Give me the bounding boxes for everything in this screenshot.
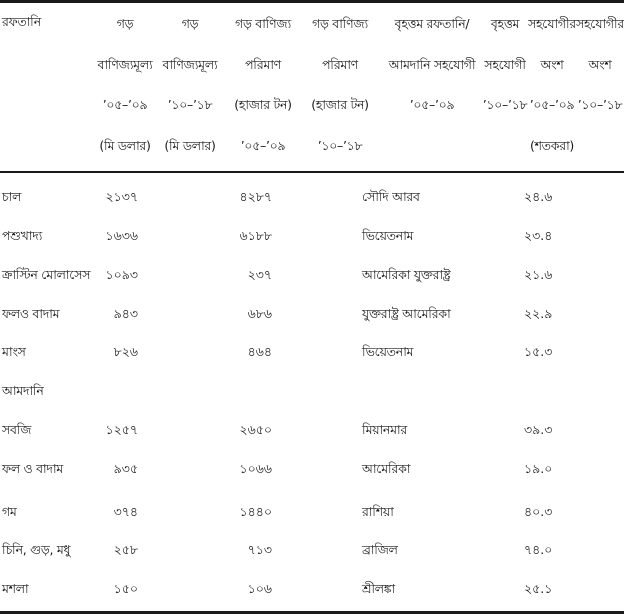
header-line: সহযোগীর [576,16,624,31]
table-row [0,304,624,324]
value-05-09: ১২৫৭ [105,422,138,437]
value-05-09: ১৫০ [113,581,138,596]
header-line: (মি ডলার) [99,137,151,153]
item-name: পশুখাদ্য [2,228,43,243]
header-line: ’০৫–’০৯ [240,137,286,153]
header-line: গড় [181,16,199,31]
value-05-09: ৯৩৫ [113,461,138,476]
partner-05-09: ব্রাজিল [362,542,398,557]
item-name: মাংস [2,344,26,359]
header-line: বাণিজ্যমূল্য [162,56,218,72]
table-row [0,502,624,522]
header-line: ’১০–’১৮ [482,97,528,112]
header-line: ’০৫–’০৯ [529,97,575,112]
header-avg-value-10-18 [160,12,220,174]
header-avg-value-05-09 [95,12,155,174]
header-share-05-09 [528,12,576,174]
item-name: সবজি [2,422,32,437]
header-line: (মি ডলার) [164,137,216,153]
header-avg-qty-10-18 [300,12,380,174]
value-05-09: ২১৩৭ [105,189,138,204]
header-line: অংশ [588,56,612,72]
share-05-09: ২৪.৬ [524,189,553,204]
value-05-09: ১৬৩৬ [105,228,138,243]
share-05-09: ২৫.১ [524,581,553,596]
header-line: বৃহত্তম [490,16,520,31]
share-05-09: ৭৪.০ [524,542,553,557]
header-partner-10-18 [478,12,532,134]
table-row [0,342,624,362]
partner-05-09: রাশিয়া [362,504,394,519]
header-partner-05-09 [384,12,480,134]
table-top-rule [0,0,624,3]
partner-05-09: আমেরিকা [362,461,411,476]
header-line: গড় বাণিজ্য [312,16,368,31]
header-line: পরিমাণ [245,56,281,72]
header-line: ’১০–’১৮ [167,97,213,112]
share-05-09: ১৫.৩ [524,344,553,359]
partner-05-09: ভিয়েতনাম [362,228,414,243]
header-line: ’১০–’১৮ [577,97,623,112]
qty-05-09: ১৪৪০ [239,504,272,519]
partner-05-09: আমেরিকা যুক্তরাষ্ট্র [362,267,451,282]
header-line: বাণিজ্যমূল্য [97,56,153,72]
share-05-09: ২৩.৪ [524,228,553,243]
item-name: মশলা [2,581,29,596]
partner-05-09: সৌদি আরব [362,189,420,204]
header-line: ’১০–’১৮ [317,137,363,153]
partner-05-09: যুক্তরাষ্ট্র আমেরিকা [362,306,451,321]
table-row [0,226,624,246]
header-separator-rule [0,171,624,173]
item-name: চিনি, গুড়, মধু [2,542,71,557]
item-name: গম [2,504,17,519]
table-row [0,540,624,560]
header-line: অংশ [540,56,564,72]
partner-05-09: শ্রীলঙ্কা [362,581,395,596]
header-export: রফতানি [2,14,41,29]
qty-05-09: ২৩৭ [247,267,272,282]
share-05-09: ২২.৯ [524,306,553,321]
header-line: বৃহত্তম রফতানি/ [394,16,470,31]
item-name: ক্রাস্টিন মোলাসেস [2,267,91,282]
header-line: গড় বাণিজ্য [235,16,291,31]
value-05-09: ২৫৮ [113,542,138,557]
value-05-09: ৮২৬ [113,344,138,359]
header-avg-qty-05-09 [225,12,301,174]
qty-05-09: ২৬৫০ [239,422,272,437]
qty-05-09: ৪৬৪ [247,344,272,359]
share-05-09: ৩৯.৩ [524,422,553,437]
table-row [0,420,624,440]
table-row [0,187,624,207]
value-05-09: ৯৪৩ [113,306,138,321]
item-name: চাল [2,189,22,204]
item-name: ফল ও বাদাম [2,461,63,476]
table-bottom-rule [0,611,624,614]
value-05-09: ১০৯৩ [105,267,138,282]
qty-05-09: ৬৮৬ [247,306,272,321]
import-section-label: আমদানি [2,383,44,398]
qty-05-09: ১০৬৬ [239,461,272,476]
share-05-09: ১৯.০ [524,461,553,476]
header-line: আমদানি সহযোগী [388,56,476,72]
qty-05-09: ৬১৮৮ [239,228,272,243]
import-section-row [0,381,624,401]
share-05-09: ৪০.৩ [524,504,553,519]
header-share-10-18 [576,12,624,134]
header-line: গড় [116,16,134,31]
table-row [0,579,624,599]
share-05-09: ২১.৬ [524,267,553,282]
qty-05-09: ৪২৮৭ [239,189,272,204]
header-line: (হাজার টন) [234,97,292,112]
header-line: ’০৫–’০৯ [409,97,455,112]
header-line: (শতকরা) [530,137,574,153]
item-name: ফলও বাদাম [2,306,60,321]
partner-05-09: মিয়ানমার [362,422,407,437]
qty-05-09: ৭১৩ [247,542,272,557]
partner-05-09: ভিয়েতনাম [362,344,414,359]
table-row [0,459,624,479]
header-line: ’০৫–’০৯ [102,97,148,112]
table-row [0,265,624,285]
header-line: পরিমাণ [322,56,358,72]
header-line: সহযোগীর [528,16,576,31]
header-line: (হাজার টন) [311,97,369,112]
value-05-09: ৩৭৪ [113,504,138,519]
qty-05-09: ১০৬ [247,581,272,596]
header-line: সহযোগী [484,56,526,72]
